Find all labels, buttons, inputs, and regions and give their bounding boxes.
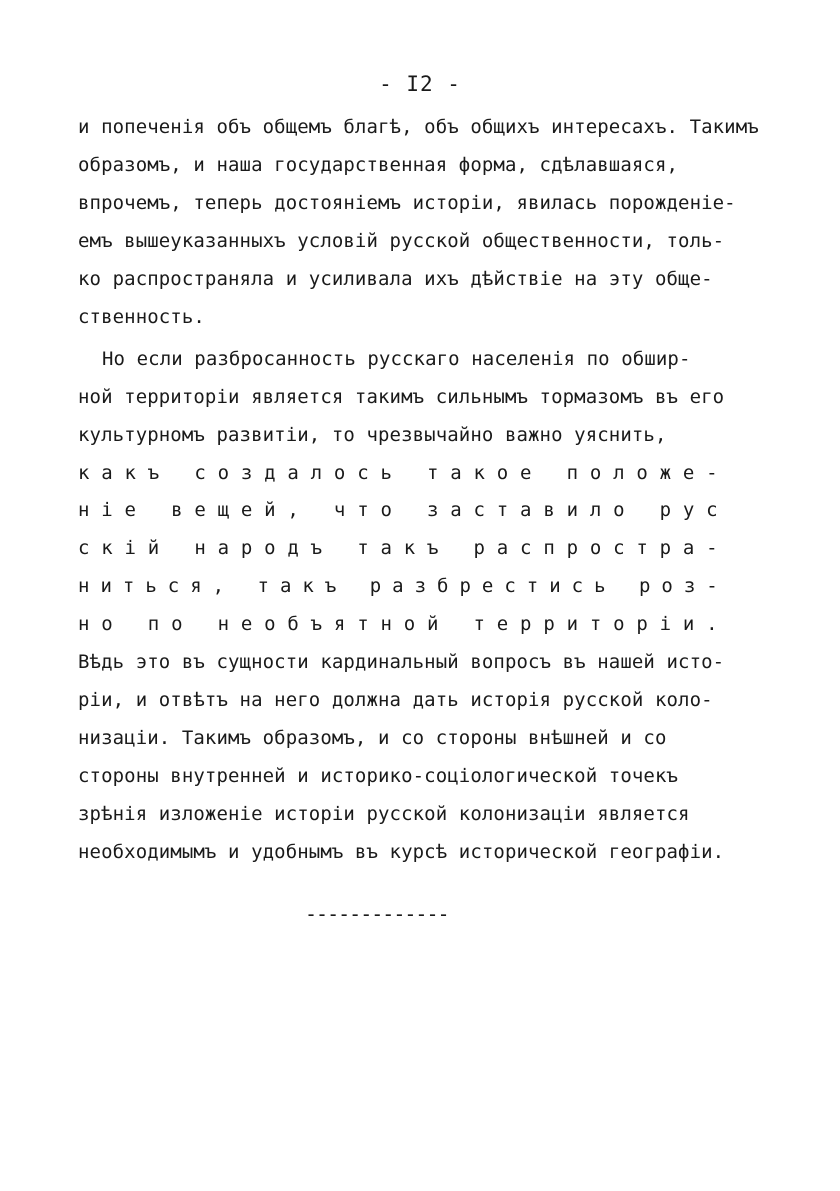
text-line: ко распространяла и усиливала ихъ дѣйствіе на эту обще-: [78, 268, 713, 290]
text-line: ріи, и отвѣтъ на него должна дать исторія русской коло-: [78, 689, 713, 711]
spaced-text-line: н и т ь с я , т а к ъ р а з б р е с т и с ь р о з -: [78, 575, 718, 597]
text-line: Вѣдь это въ сущности кардинальный вопросъ въ нашей исто-: [78, 651, 725, 673]
text-line: ной территоріи является такимъ сильнымъ тормазомъ въ его: [78, 386, 725, 408]
text-line: ственность.: [78, 306, 205, 328]
text-line: Но если разбросанность русскаго населенія по обшир-: [102, 348, 691, 370]
spaced-text-line: н о п о н е о б ъ я т н о й т е р р и т о р і и .: [78, 613, 718, 635]
text-line: необходимымъ и удобнымъ въ курсѣ исторической географіи.: [78, 841, 725, 863]
page-number: - I2 -: [379, 72, 461, 96]
section-separator: -------------: [305, 902, 449, 926]
spaced-text-line: н і е в е щ е й , ч т о з а с т а в и л о р у с: [78, 499, 718, 521]
text-line: зрѣнія изложеніе исторіи русской колонизаціи является: [78, 803, 690, 825]
text-line: низаціи. Такимъ образомъ, и со стороны внѣшней и со: [78, 727, 667, 749]
text-line: стороны внутренней и историко-соціологической точекъ: [78, 765, 679, 787]
spaced-text-line: к а к ъ с о з д а л о с ь т а к о е п о л о ж е -: [78, 462, 718, 484]
text-line: культурномъ развитіи, то чрезвычайно важно уяснить,: [78, 424, 667, 446]
spaced-text-line: с к і й н а р о д ъ т а к ъ р а с п р о с т р а -: [78, 537, 718, 559]
text-line: и попеченія объ общемъ благѣ, объ общихъ интересахъ. Такимъ: [78, 116, 759, 138]
text-line: образомъ, и наша государственная форма, сдѣлавшаяся,: [78, 154, 679, 176]
text-line: впрочемъ, теперь достояніемъ исторіи, явилась порожденіе-: [78, 192, 736, 214]
text-line: емъ вышеуказанныхъ условій русской общественности, толь-: [78, 230, 725, 252]
